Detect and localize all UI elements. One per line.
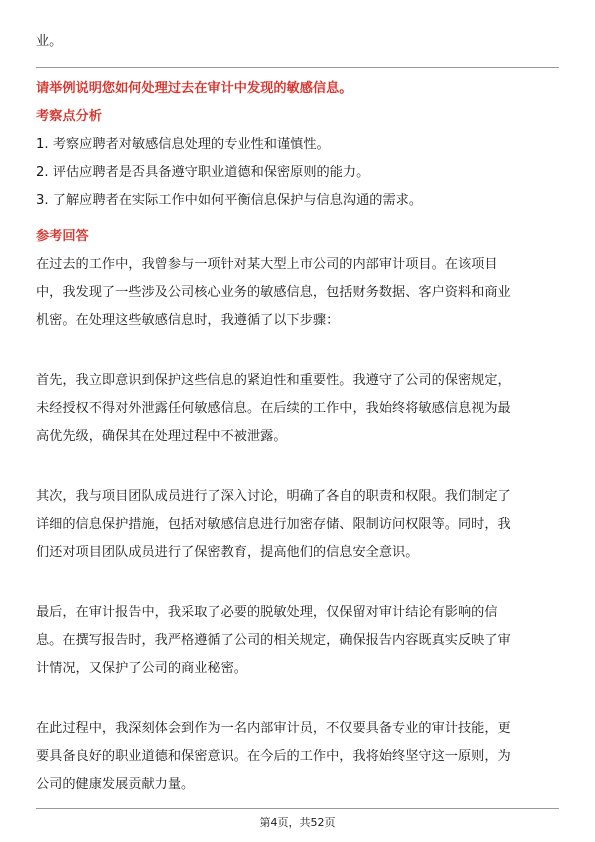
analysis-heading: 考察点分析 — [36, 109, 102, 124]
answer-line: 其次，我与项目团队成员进行了深入讨论，明确了各自的职责和权限。我们制定了 — [36, 489, 511, 504]
answer-line: 最后，在审计报告中，我采取了必要的脱敏处理，仅保留对审计结论有影响的信 — [36, 605, 498, 620]
answer-line: 们还对项目团队成员进行了保密教育，提高他们的信息安全意识。 — [36, 545, 419, 560]
footer-divider — [36, 808, 559, 809]
top-fragment: 业。 — [36, 34, 63, 49]
answer-line: 中，我发现了一些涉及公司核心业务的敏感信息，包括财务数据、客户资料和商业 — [36, 285, 511, 300]
answer-line: 未经授权不得对外泄露任何敏感信息。在后续的工作中，我始终将敏感信息视为最 — [36, 401, 511, 416]
answer-line: 在过去的工作中，我曾参与一项针对某大型上市公司的内部审计项目。在该项目 — [36, 257, 498, 272]
answer-line: 高优先级，确保其在处理过程中不被泄露。 — [36, 429, 287, 444]
answer-line: 公司的健康发展贡献力量。 — [36, 777, 195, 792]
answer-line: 机密。在处理这些敏感信息时，我遵循了以下步骤： — [36, 313, 340, 328]
top-divider — [36, 67, 559, 68]
answer-line: 要具备良好的职业道德和保密意识。在今后的工作中，我将始终坚守这一原则，为 — [36, 749, 511, 764]
page-number: 第4页，共52页 — [259, 816, 336, 829]
analysis-point: 3. 了解应聘者在实际工作中如何平衡信息保护与信息沟通的需求。 — [36, 193, 423, 208]
analysis-point: 1. 考察应聘者对敏感信息处理的专业性和谨慎性。 — [36, 137, 330, 152]
answer-line: 详细的信息保护措施，包括对敏感信息进行加密存储、限制访问权限等。同时，我 — [36, 517, 511, 532]
answer-line: 首先，我立即意识到保护这些信息的紧迫性和重要性。我遵守了公司的保密规定， — [36, 373, 511, 388]
question-title: 请举例说明您如何处理过去在审计中发现的敏感信息。 — [36, 81, 353, 96]
answer-line: 计情况，又保护了公司的商业秘密。 — [36, 661, 247, 676]
answer-line: 息。在撰写报告时，我严格遵循了公司的相关规定，确保报告内容既真实反映了审 — [36, 633, 511, 648]
analysis-point: 2. 评估应聘者是否具备遵守职业道德和保密原则的能力。 — [36, 165, 370, 180]
answer-line: 在此过程中，我深刻体会到作为一名内部审计员，不仅要具备专业的审计技能，更 — [36, 721, 511, 736]
answer-heading: 参考回答 — [36, 229, 89, 244]
